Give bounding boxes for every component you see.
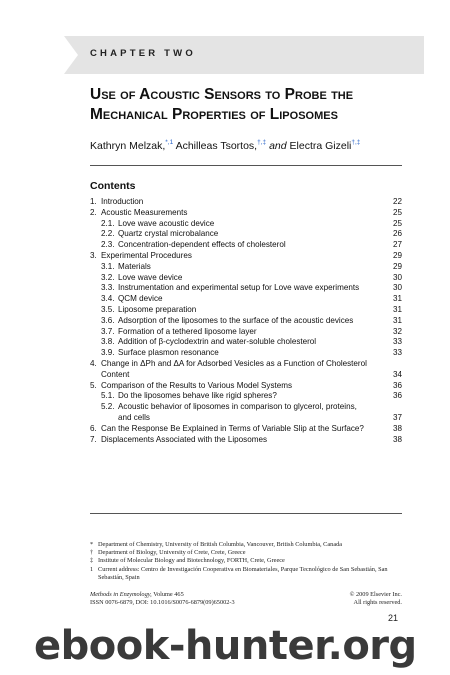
toc-entry[interactable] bbox=[90, 273, 402, 284]
author-name: Achilleas Tsortos, bbox=[175, 140, 258, 152]
toc-entry-page: 36 bbox=[392, 380, 402, 390]
footnote-mark: ‡ bbox=[90, 557, 94, 565]
footnote-text: Department of Biology, University of Crete, Crete, Greece bbox=[98, 549, 246, 557]
toc-entry-page: 29 bbox=[392, 250, 402, 260]
toc-entry-title: Acoustic behavior of liposomes in comparison to glycerol, proteins, and cells bbox=[118, 402, 357, 422]
author-name: Kathryn Melzak, bbox=[90, 140, 166, 152]
toc-entry-title: Love wave device bbox=[118, 272, 183, 282]
toc-entry-page: 38 bbox=[392, 423, 402, 433]
toc-entry-title: Can the Response Be Explained in Terms of Variable Slip at the Surface? bbox=[101, 423, 364, 433]
journal-volume: Volume 465 bbox=[153, 591, 184, 598]
toc-entry[interactable] bbox=[90, 424, 402, 435]
toc-entry-number: 6. bbox=[90, 423, 97, 433]
toc-entry-title: QCM device bbox=[118, 294, 163, 304]
toc-entry-number: 3.5. bbox=[101, 304, 115, 314]
toc-entry-page: 33 bbox=[392, 348, 402, 358]
toc-entry-page: 38 bbox=[392, 434, 402, 444]
toc-entry-number: 3.8. bbox=[101, 337, 115, 347]
footnote-mark: * bbox=[90, 541, 94, 548]
toc-entry-title: Introduction bbox=[101, 197, 144, 206]
toc-entry-number: 4. bbox=[90, 358, 97, 368]
toc-entry[interactable] bbox=[90, 240, 402, 251]
toc-entry[interactable] bbox=[90, 402, 402, 424]
toc-entry-title: Comparison of the Results to Various Model Systems bbox=[101, 380, 293, 390]
toc-entry-number: 2. bbox=[90, 207, 97, 217]
toc-entry-number: 5.1. bbox=[101, 391, 115, 401]
chapter-title-line-1: Use of Acoustic Sensors to Probe the bbox=[90, 86, 354, 103]
toc-entry[interactable] bbox=[90, 327, 402, 338]
divider bbox=[90, 165, 402, 166]
toc-entry[interactable] bbox=[90, 348, 402, 359]
table-of-contents bbox=[90, 197, 402, 445]
toc-entry-title: Adsorption of the liposomes to the surface of the acoustic devices bbox=[118, 315, 354, 325]
author-conjunction: and bbox=[269, 140, 287, 152]
toc-entry-page: 34 bbox=[392, 369, 402, 379]
chapter-title-line-2: Mechanical Properties of Liposomes bbox=[90, 106, 338, 123]
toc-entry[interactable] bbox=[90, 262, 402, 273]
footnote bbox=[90, 557, 402, 565]
page-number: 21 bbox=[388, 613, 399, 623]
toc-entry-title: Materials bbox=[118, 261, 151, 271]
toc-entry-number: 3.7. bbox=[101, 326, 115, 336]
toc-entry-number: 2.2. bbox=[101, 229, 115, 239]
toc-entry[interactable] bbox=[90, 316, 402, 327]
toc-entry-number: 5. bbox=[90, 380, 97, 390]
toc-entry-page: 30 bbox=[392, 283, 402, 293]
toc-entry-title: Change in ΔPh and ΔA for Adsorbed Vesicles as a Function of Cholesterol Content bbox=[101, 358, 367, 379]
toc-entry[interactable] bbox=[90, 305, 402, 316]
rights-notice: All rights reserved. bbox=[353, 599, 402, 607]
copyright-notice: © 2009 Elsevier Inc. bbox=[349, 591, 402, 598]
toc-entry-title: Love wave acoustic device bbox=[118, 218, 215, 228]
footnote-text: Institute of Molecular Biology and Biotechnology, FORTH, Crete, Greece bbox=[98, 557, 285, 565]
chapter-banner-notch bbox=[64, 36, 78, 74]
footnote bbox=[90, 566, 402, 582]
toc-entry-page: 33 bbox=[392, 337, 402, 347]
chapter-label: CHAPTER TWO bbox=[90, 48, 196, 59]
toc-entry-page: 36 bbox=[392, 391, 402, 401]
toc-entry-title: Acoustic Measurements bbox=[101, 207, 188, 217]
toc-entry-page: 25 bbox=[392, 207, 402, 217]
toc-entry-title: Liposome preparation bbox=[118, 304, 197, 314]
toc-entry[interactable] bbox=[90, 208, 402, 219]
toc-entry-number: 3.4. bbox=[101, 294, 115, 304]
toc-entry[interactable] bbox=[90, 359, 402, 381]
toc-entry-page: 30 bbox=[392, 272, 402, 282]
toc-entry-page: 31 bbox=[392, 315, 402, 325]
toc-entry-number: 3. bbox=[90, 250, 97, 260]
footnote-mark: † bbox=[90, 549, 94, 557]
chapter-title bbox=[90, 85, 420, 125]
toc-entry-title: Surface plasmon resonance bbox=[118, 348, 219, 358]
publication-info bbox=[90, 591, 402, 607]
toc-entry-page: 31 bbox=[392, 304, 402, 314]
toc-entry-title: Quartz crystal microbalance bbox=[118, 229, 219, 239]
footnote-text: Department of Chemistry, University of British Columbia, Vancouver, British Columbia, Canada bbox=[98, 541, 343, 548]
affiliation-marks: *,1 bbox=[165, 139, 174, 146]
contents-heading: Contents bbox=[90, 180, 136, 192]
issn-doi: ISSN 0076-6879, DOI: 10.1016/S0076-6879(09)65002-3 bbox=[90, 599, 235, 607]
toc-entry-page: 37 bbox=[392, 412, 402, 422]
toc-entry[interactable] bbox=[90, 219, 402, 230]
watermark-logo: ebook-hunter.org bbox=[34, 623, 417, 669]
author-list bbox=[90, 139, 420, 152]
toc-entry-number: 3.6. bbox=[101, 315, 115, 325]
divider bbox=[90, 513, 402, 514]
toc-entry[interactable] bbox=[90, 337, 402, 348]
toc-entry-page: 22 bbox=[392, 197, 402, 206]
toc-entry-number: 3.2. bbox=[101, 272, 115, 282]
toc-entry-title: Concentration-dependent effects of cholesterol bbox=[118, 240, 286, 250]
toc-entry-page: 26 bbox=[392, 229, 402, 239]
toc-entry-number: 5.2. bbox=[101, 402, 115, 412]
toc-entry-title: Addition of β-cyclodextrin and water-soluble cholesterol bbox=[118, 337, 317, 347]
toc-entry-number: 3.9. bbox=[101, 348, 115, 358]
toc-entry-page: 32 bbox=[392, 326, 402, 336]
toc-entry-page: 29 bbox=[392, 261, 402, 271]
toc-entry[interactable] bbox=[90, 391, 402, 402]
footnote bbox=[90, 549, 402, 557]
toc-entry-page: 25 bbox=[392, 218, 402, 228]
toc-entry[interactable] bbox=[90, 283, 402, 294]
toc-entry-number: 3.1. bbox=[101, 261, 115, 271]
affiliation-marks: †,‡ bbox=[257, 139, 267, 146]
affiliation-marks: †,‡ bbox=[351, 139, 361, 146]
toc-entry-number: 1. bbox=[90, 197, 97, 206]
toc-entry[interactable] bbox=[90, 197, 402, 208]
toc-entry-number: 7. bbox=[90, 434, 97, 444]
footnote-mark: 1 bbox=[90, 565, 94, 573]
footnote bbox=[90, 541, 402, 549]
toc-entry-title: Formation of a tethered liposome layer bbox=[118, 326, 257, 336]
toc-entry[interactable] bbox=[90, 294, 402, 305]
footnote-text: Current address: Centro de Investigación Cooperativa en Biomateriales, Parque Tecnológico de San Sebastián, San Sebastián, Spain bbox=[98, 565, 388, 581]
toc-entry[interactable] bbox=[90, 251, 402, 262]
toc-entry[interactable] bbox=[90, 435, 402, 446]
affiliation-footnotes bbox=[90, 541, 402, 582]
toc-entry[interactable] bbox=[90, 229, 402, 240]
journal-name: Methods in Enzymology, bbox=[90, 591, 152, 598]
toc-entry-title: Experimental Procedures bbox=[101, 250, 192, 260]
toc-entry-page: 27 bbox=[392, 240, 402, 250]
toc-entry-title: Instrumentation and experimental setup for Love wave experiments bbox=[118, 283, 360, 293]
toc-entry-page: 31 bbox=[392, 294, 402, 304]
toc-entry-title: Do the liposomes behave like rigid spheres? bbox=[118, 391, 277, 401]
toc-entry-number: 2.1. bbox=[101, 218, 115, 228]
author-name: Electra Gizeli bbox=[289, 140, 352, 152]
toc-entry-title: Displacements Associated with the Liposomes bbox=[101, 434, 268, 444]
toc-entry-number: 2.3. bbox=[101, 240, 115, 250]
toc-entry-number: 3.3. bbox=[101, 283, 115, 293]
toc-entry[interactable] bbox=[90, 381, 402, 392]
